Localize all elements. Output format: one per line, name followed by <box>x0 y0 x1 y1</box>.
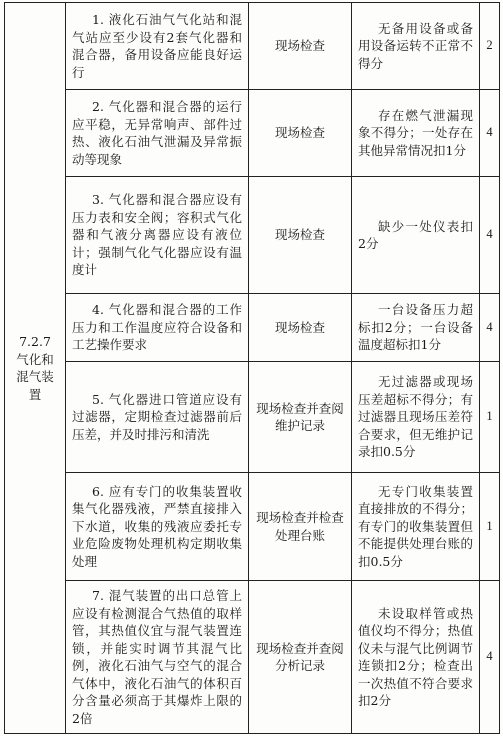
table-row <box>5 473 500 581</box>
method-cell: 现场检查 <box>249 3 352 90</box>
scoring-rule-cell: 存在燃气泄漏现象不得分；一处存在其他异常情况扣1分 <box>352 90 480 177</box>
method-cell: 现场检查并查阅分析记录 <box>249 581 352 734</box>
method-cell: 现场检查并检查处理台账 <box>249 473 352 581</box>
clause-number: 7.2.7 <box>19 334 51 349</box>
scoring-rule-cell: 无备用设备或备用设备运转不正常不得分 <box>352 3 480 90</box>
requirement-cell: 4. 气化器和混合器的工作压力和工作温度应符合设备和工艺操作要求 <box>66 294 249 362</box>
scoring-rule-cell: 缺少一处仪表扣2分 <box>352 177 480 294</box>
requirement-cell: 5. 气化器进口管道应设有过滤器，定期检查过滤器前后压差，并及时排污和清洗 <box>66 362 249 473</box>
score-cell: 4 <box>480 581 500 734</box>
scoring-table <box>4 2 500 734</box>
score-cell: 1 <box>480 473 500 581</box>
score-cell: 4 <box>480 90 500 177</box>
score-cell: 2 <box>480 3 500 90</box>
method-cell: 现场检查 <box>249 294 352 362</box>
scoring-rule-cell: 无专门收集装置直接排放的不得分；有专门的收集装置但不能提供处理台账的扣0.5分 <box>352 473 480 581</box>
score-cell: 4 <box>480 177 500 294</box>
requirement-cell: 7. 混气装置的出口总管上应设有检测混合气热值的取样管，其热值仪宜与混气装置连锁，并能实时调节其混气比例，液化石油气与空气的混合气体中，液化石油气的体积百分含量必须高于其爆炸上限的2倍 <box>66 581 249 734</box>
requirement-cell: 1. 液化石油气气化站和混气站应至少设有2套气化器和混合器，备用设备应能良好运行 <box>66 3 249 90</box>
score-cell: 1 <box>480 362 500 473</box>
requirement-cell: 2. 气化器和混合器的运行应平稳，无异常响声、部件过热、液化石油气泄漏及异常振动等现象 <box>66 90 249 177</box>
table-row <box>5 581 500 734</box>
clause-title: 气化和混气装置 <box>16 351 54 402</box>
table-row <box>5 177 500 294</box>
method-cell: 现场检查 <box>249 177 352 294</box>
scoring-rule-cell: 未设取样管或热值仪均不得分；热值仪未与混气比例调节连锁扣2分；检查出一次热值不符合要求扣2分 <box>352 581 480 734</box>
table-row <box>5 294 500 362</box>
clause-cell <box>5 3 66 734</box>
table-row <box>5 362 500 473</box>
score-cell: 4 <box>480 294 500 362</box>
requirement-cell: 6. 应有专门的收集装置收集气化器残液，严禁直接排入下水道，收集的残液应委托专业危险废物处理机构定期收集处理 <box>66 473 249 581</box>
scoring-rule-cell: 无过滤器或现场压差超标不得分；有过滤器且现场压差符合要求，但无维护记录扣0.5分 <box>352 362 480 473</box>
table-row <box>5 90 500 177</box>
scoring-rule-cell: 一台设备压力超标扣2分；一台设备温度超标扣1分 <box>352 294 480 362</box>
method-cell: 现场检查并查阅维护记录 <box>249 362 352 473</box>
table-row <box>5 3 500 90</box>
requirement-cell: 3. 气化器和混合器应设有压力表和安全阀；容积式气化器和气液分离器应设有液位计；强制气化气化器应设有温度计 <box>66 177 249 294</box>
method-cell: 现场检查 <box>249 90 352 177</box>
